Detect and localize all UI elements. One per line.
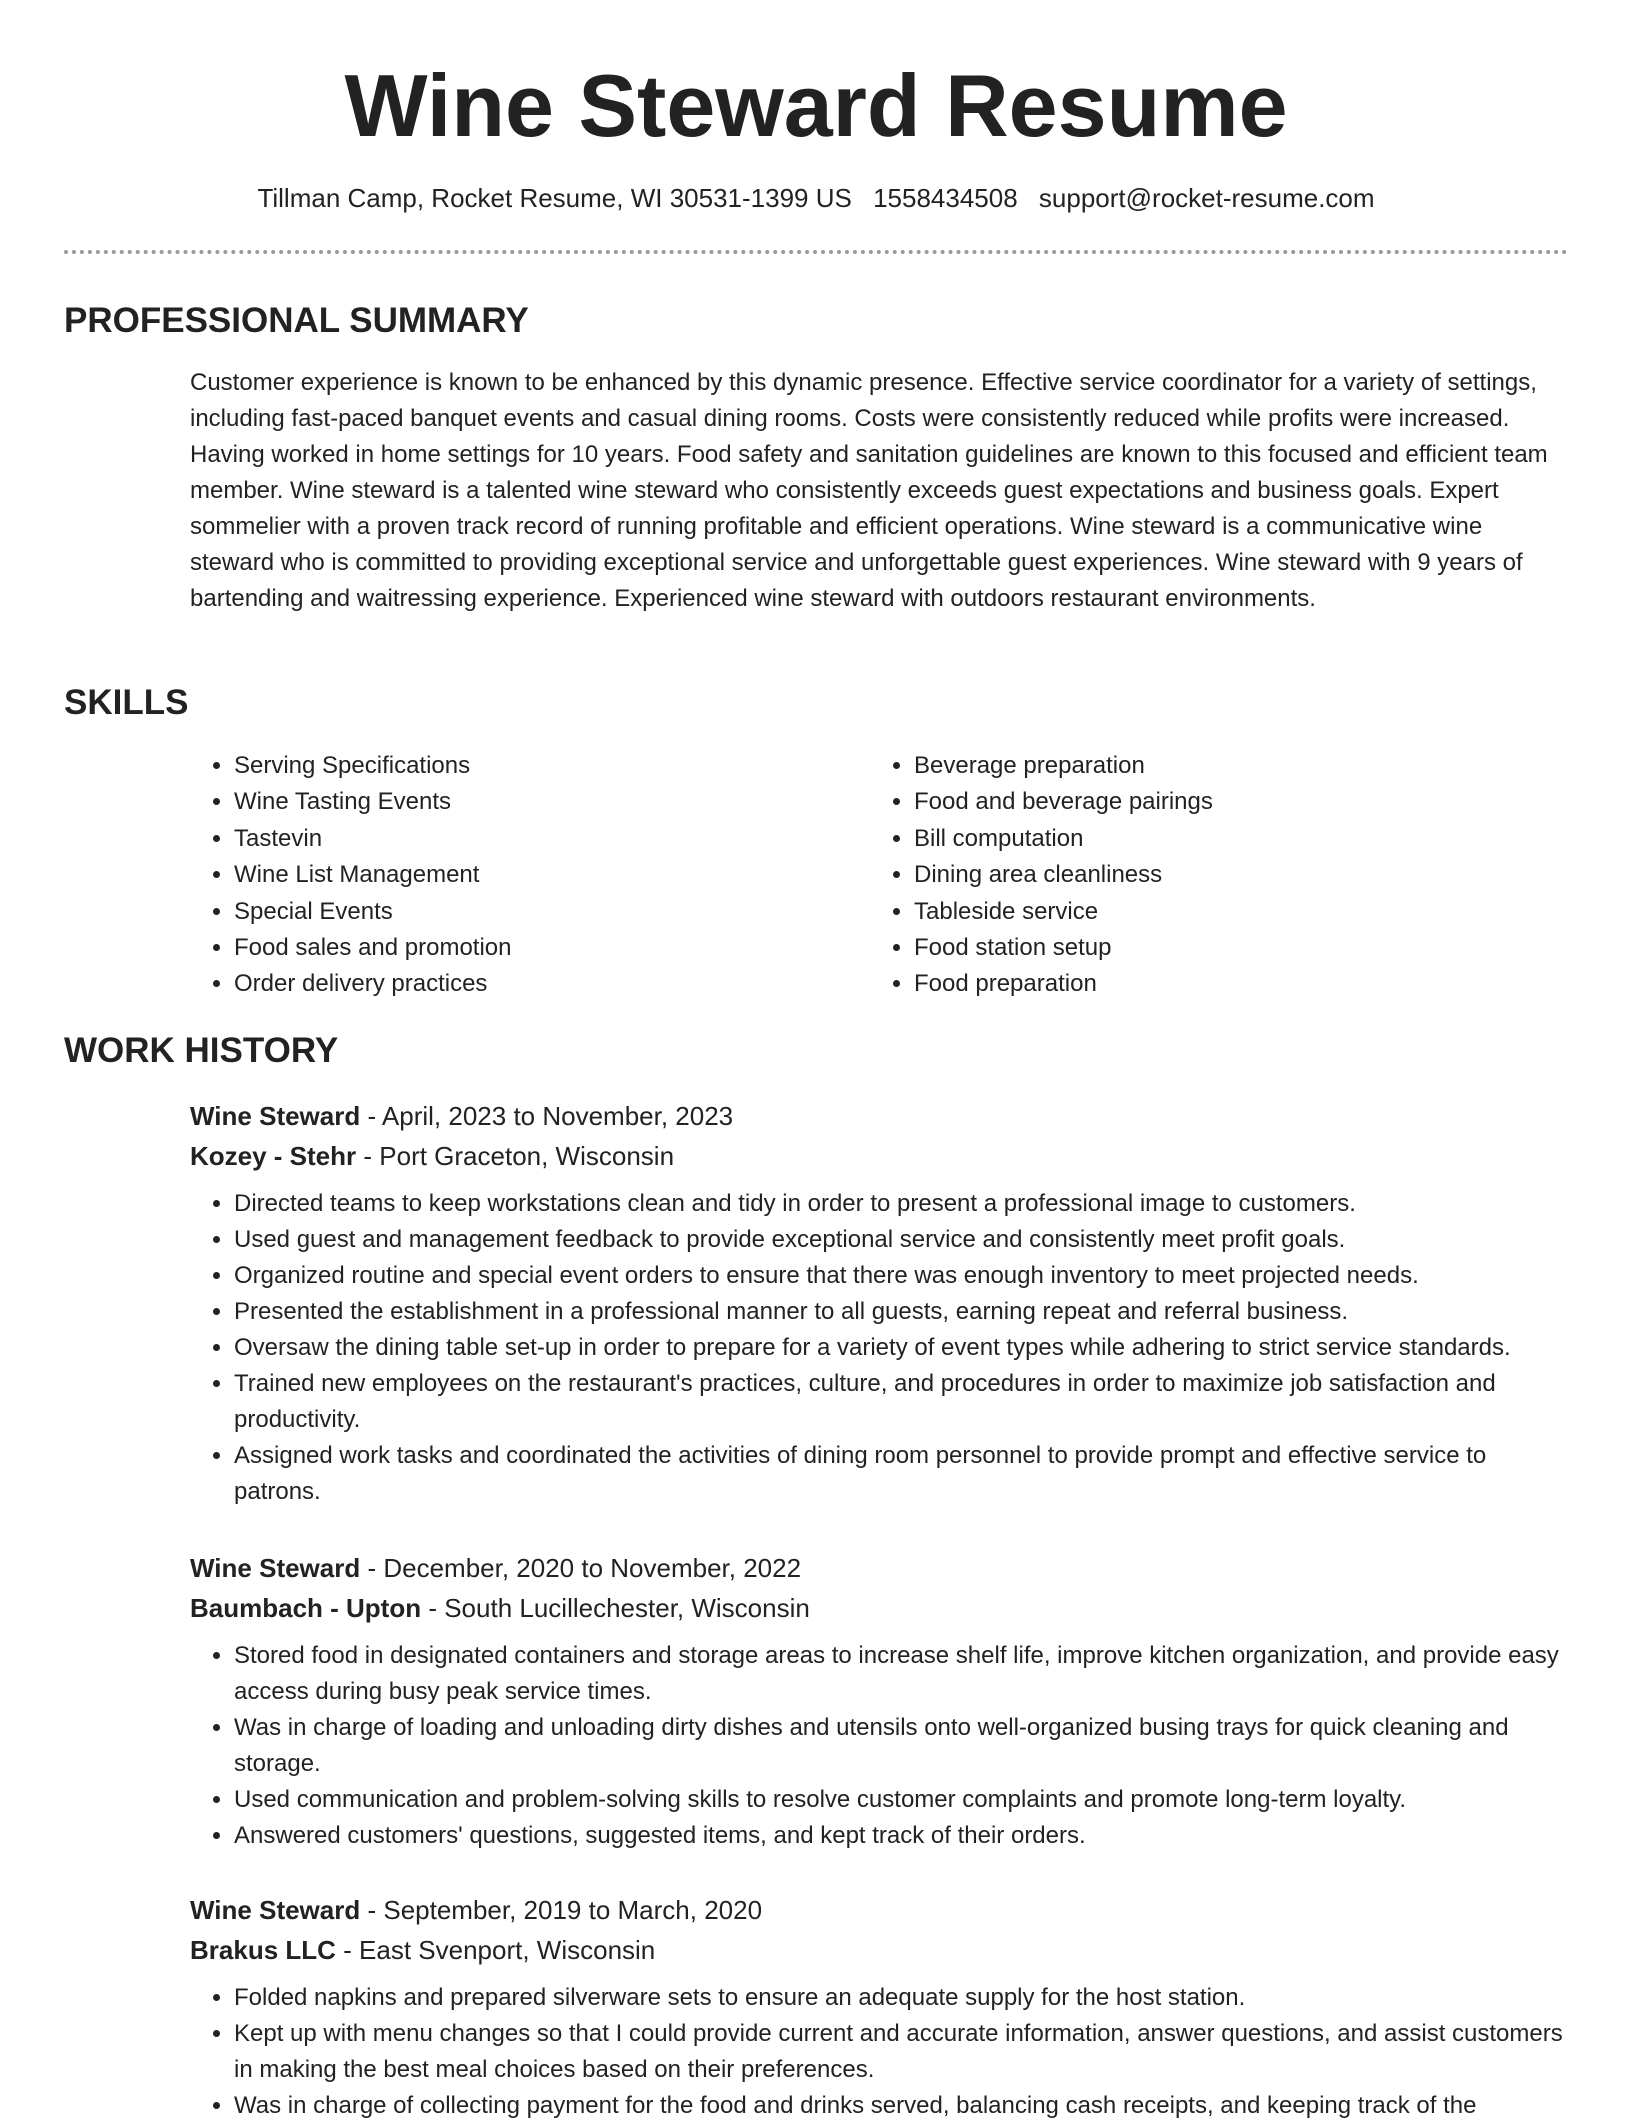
job-location: - South Lucillechester, Wisconsin (421, 1593, 810, 1623)
job-entry (190, 1096, 1570, 1510)
skill-item: • Serving Specifications (234, 748, 834, 784)
skill-item: • Bill computation (914, 821, 1564, 857)
job-bullet: • Organized routine and special event orders to ensure that there was enough inventory to meet projected needs. (234, 1258, 1570, 1294)
skill-item: • Special Events (234, 894, 834, 930)
job-bullet: • Trained new employees on the restaurant's practices, culture, and procedures in order to maximize job satisfaction and productivity. (234, 1366, 1570, 1438)
job-bullet: • Kept up with menu changes so that I could provide current and accurate information, answer questions, and assist customers in making the best meal choices based on their preferences. (234, 2016, 1570, 2088)
job-bullet: • Directed teams to keep workstations clean and tidy in order to present a professional image to customers. (234, 1186, 1570, 1222)
skill-item: • Order delivery practices (234, 966, 834, 1002)
job-bullet: • Assigned work tasks and coordinated the activities of dining room personnel to provide prompt and effective service to patrons. (234, 1438, 1570, 1510)
job-bullet: • Answered customers' questions, suggested items, and kept track of their orders. (234, 1818, 1570, 1854)
resume-title: Wine Steward Resume (344, 56, 1288, 155)
summary-text: Customer experience is known to be enhanced by this dynamic presence. Effective service coordinator for a variety of settings, including fast-paced banquet events and casual dining rooms. Costs were consistently reduced while profits were increased. Having worked in home settings for 10 years. Food safety and sanitation guidelines are known to this focused and efficient team member. Wine steward is a talented wine steward who consistently exceeds guest expectations and business goals. Expert sommelier with a proven track record of running profitable and efficient operations. Wine steward is a communicative wine steward who is committed to providing exceptional service and unforgettable guest experiences. Wine steward with 9 years of bartending and waitressing experience. Experienced wine steward with outdoors restaurant environments. (190, 369, 1548, 612)
skill-item: • Tableside service (914, 894, 1564, 930)
contact-address: Tillman Camp, Rocket Resume, WI 30531-1399 US (257, 183, 852, 213)
job-entry (190, 1548, 1570, 1854)
header-divider (64, 250, 1568, 254)
skill-item: • Food station setup (914, 930, 1564, 966)
job-bullet: • Stored food in designated containers and storage areas to increase shelf life, improve kitchen organization, and provide easy access during busy peak service times. (234, 1638, 1570, 1710)
job-bullet: • Presented the establishment in a professional manner to all guests, earning repeat and referral business. (234, 1294, 1570, 1330)
job-title: Wine Steward (190, 1895, 361, 1925)
job-bullet: • Folded napkins and prepared silverware sets to ensure an adequate supply for the host station. (234, 1980, 1570, 2016)
job-title-line (190, 1096, 1570, 1136)
work-history-heading: WORK HISTORY (64, 1031, 339, 1070)
skill-item: • Dining area cleanliness (914, 857, 1564, 893)
job-dates: - April, 2023 to November, 2023 (360, 1101, 734, 1131)
job-bullet: • Oversaw the dining table set-up in order to prepare for a variety of event types while adhering to strict service standards. (234, 1330, 1570, 1366)
job-title: Wine Steward (190, 1553, 361, 1583)
job-bullet: • Used guest and management feedback to provide exceptional service and consistently meet profit goals. (234, 1222, 1570, 1258)
job-location: - East Svenport, Wisconsin (335, 1935, 656, 1965)
skill-item: • Food sales and promotion (234, 930, 834, 966)
job-bullet: • Was in charge of collecting payment for the food and drinks served, balancing cash receipts, and keeping track of the (234, 2088, 1570, 2124)
job-company-line (190, 1930, 1570, 1970)
job-bullets (190, 1186, 1570, 1510)
contact-email: support@rocket-resume.com (1038, 183, 1375, 213)
job-bullets (190, 1638, 1570, 1854)
skills-list-right (870, 748, 1564, 1003)
skill-item: • Beverage preparation (914, 748, 1564, 784)
skills-heading: SKILLS (64, 683, 189, 722)
job-company: Kozey - Stehr (190, 1141, 357, 1171)
skill-item: • Wine List Management (234, 857, 834, 893)
summary-heading: PROFESSIONAL SUMMARY (64, 301, 529, 340)
skill-item: • Tastevin (234, 821, 834, 857)
skill-item: • Wine Tasting Events (234, 784, 834, 820)
job-company: Baumbach - Upton (190, 1593, 422, 1623)
job-bullet: • Used communication and problem-solving skills to resolve customer complaints and promote long-term loyalty. (234, 1782, 1570, 1818)
skill-item: • Food and beverage pairings (914, 784, 1564, 820)
skills-list-left (190, 748, 834, 1003)
job-company-line (190, 1136, 1570, 1176)
job-dates: - September, 2019 to March, 2020 (360, 1895, 763, 1925)
job-bullets (190, 1980, 1570, 2124)
job-title-line (190, 1890, 1570, 1930)
job-title: Wine Steward (190, 1101, 361, 1131)
job-entry (190, 1890, 1570, 2124)
job-location: - Port Graceton, Wisconsin (356, 1141, 675, 1171)
contact-line (0, 181, 1632, 215)
job-bullet: • Was in charge of loading and unloading dirty dishes and utensils onto well-organized busing trays for quick cleaning and storage. (234, 1710, 1570, 1782)
contact-phone: 1558434508 (873, 183, 1018, 213)
skill-item: • Food preparation (914, 966, 1564, 1002)
job-dates: - December, 2020 to November, 2022 (360, 1553, 802, 1583)
job-company: Brakus LLC (190, 1935, 336, 1965)
job-company-line (190, 1588, 1570, 1628)
job-title-line (190, 1548, 1570, 1588)
